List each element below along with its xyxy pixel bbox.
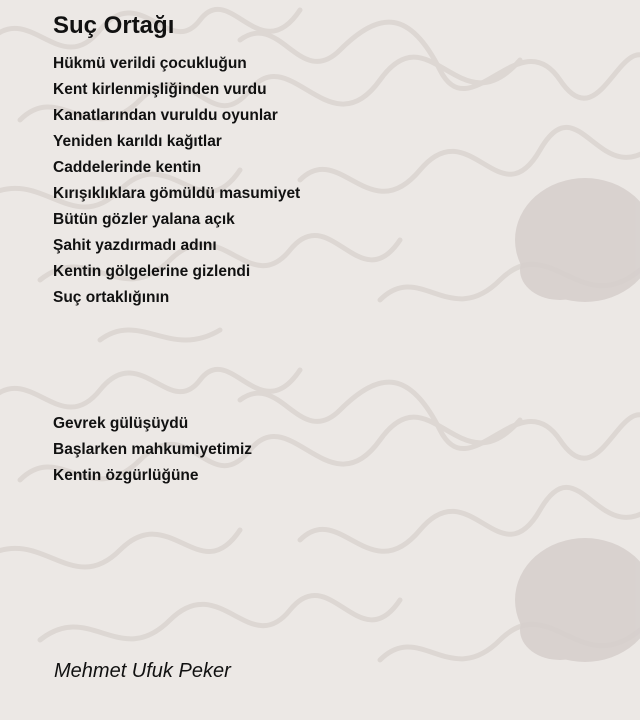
poem-line: Kentin özgürlüğüne xyxy=(53,467,199,484)
poem-line: Kırışıklıklara gömüldü masumiyet xyxy=(53,185,301,202)
poem-line: Hükmü verildi çocukluğun xyxy=(53,55,247,72)
poem-line: Şahit yazdırmadı adını xyxy=(53,237,217,254)
stanza-2 xyxy=(53,411,252,489)
poem-line: Kentin gölgelerine gizlendi xyxy=(53,263,251,280)
poem-line: Yeniden karıldı kağıtlar xyxy=(53,133,222,150)
poem-line: Bütün gözler yalana açık xyxy=(53,211,235,228)
stanza-1 xyxy=(53,51,300,311)
poem-line: Başlarken mahkumiyetimiz xyxy=(53,441,253,458)
poem-author: Mehmet Ufuk Peker xyxy=(54,660,231,682)
poem-line: Caddelerinde kentin xyxy=(53,159,202,176)
poem-title: Suç Ortağı xyxy=(53,12,175,39)
poem-line: Suç ortaklığının xyxy=(53,289,170,306)
poem-line: Kanatlarından vuruldu oyunlar xyxy=(53,107,278,124)
poem-line: Kent kirlenmişliğinden vurdu xyxy=(53,81,267,98)
poem-line: Gevrek gülüşüydü xyxy=(53,415,189,432)
